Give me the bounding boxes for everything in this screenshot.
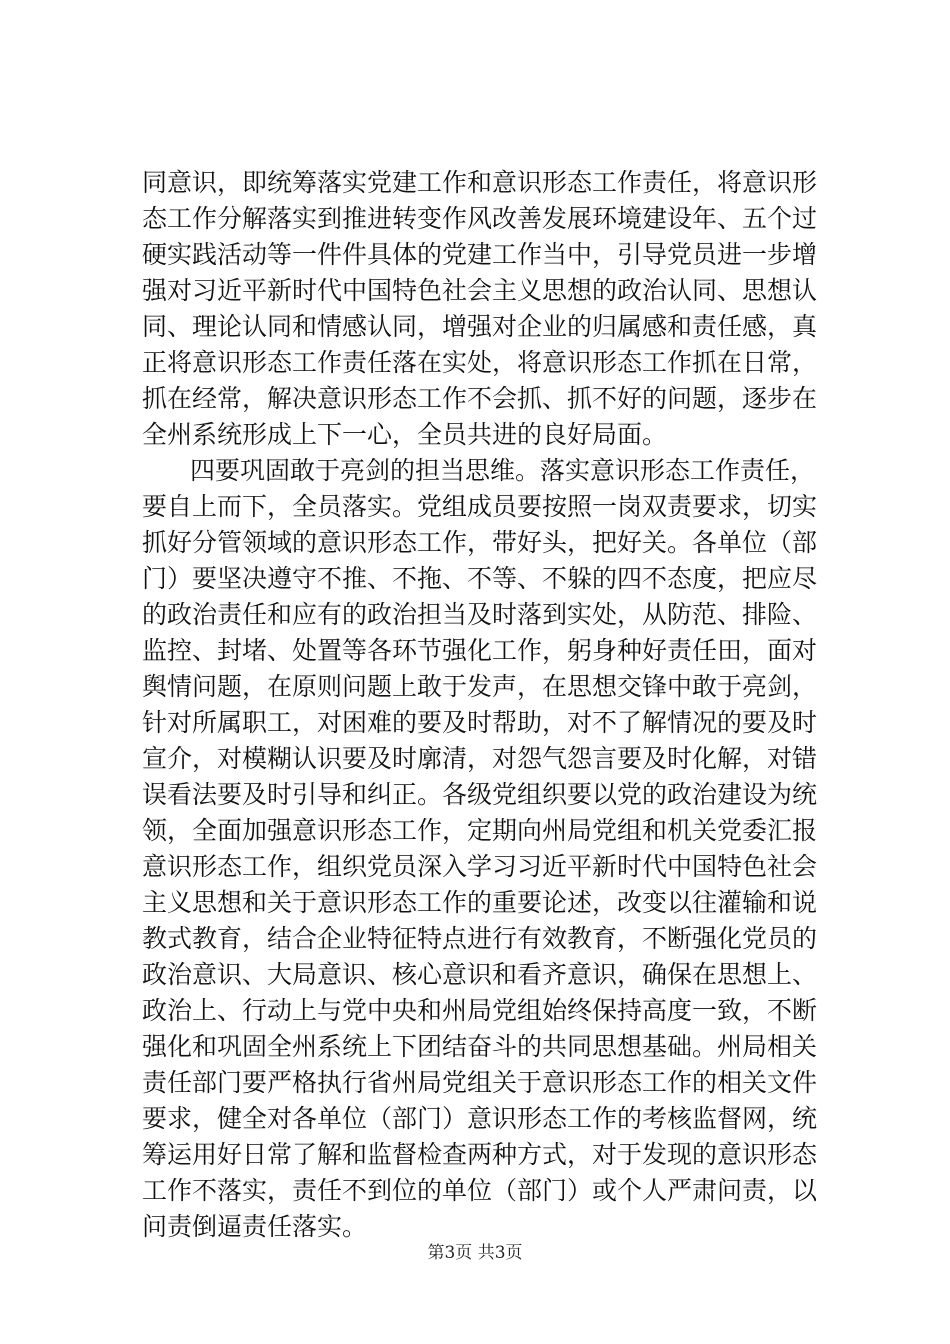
text-line: 宣介，对模糊认识要及时廓清，对怨气怨言要及时化解，对错 xyxy=(142,744,818,773)
text-line: 教式教育，结合企业特征特点进行有效教育，不断强化党员的 xyxy=(142,924,818,953)
text-line: 政治上、行动上与党中央和州局党组始终保持高度一致，不断 xyxy=(142,996,818,1025)
text-line: 筹运用好日常了解和监督检查两种方式，对于发现的意识形态 xyxy=(142,1140,818,1169)
text-line: 抓好分管领域的意识形态工作，带好头，把好关。各单位（部 xyxy=(142,528,818,557)
text-line: 四要巩固敢于亮剑的担当思维。落实意识形态工作责任， xyxy=(190,456,816,485)
text-line: 正将意识形态工作责任落在实处，将意识形态工作抓在日常， xyxy=(142,348,818,377)
text-line: 要自上而下，全员落实。党组成员要按照一岗双责要求，切实 xyxy=(142,492,818,521)
page-footer: 第3页 共3页 xyxy=(427,1243,523,1263)
text-line: 强对习近平新时代中国特色社会主义思想的政治认同、思想认 xyxy=(142,276,818,305)
text-line: 监控、封堵、处置等各环节强化工作，躬身种好责任田，面对 xyxy=(142,636,818,665)
text-line: 的政治责任和应有的政治担当及时落到实处，从防范、排险、 xyxy=(142,600,818,629)
text-line: 同、理论认同和情感认同，增强对企业的归属感和责任感，真 xyxy=(142,312,818,341)
text-line: 抓在经常，解决意识形态工作不会抓、抓不好的问题，逐步在 xyxy=(142,384,818,413)
text-line: 舆情问题，在原则问题上敢于发声，在思想交锋中敢于亮剑， xyxy=(142,672,818,701)
paragraph-1 xyxy=(142,165,818,453)
text-line: 门）要坚决遵守不推、不拖、不等、不躲的四不态度，把应尽 xyxy=(142,564,818,593)
text-line: 工作不落实，责任不到位的单位（部门）或个人严肃问责，以 xyxy=(142,1176,818,1205)
document-body xyxy=(142,165,818,1245)
text-line: 误看法要及时引导和纠正。各级党组织要以党的政治建设为统 xyxy=(142,780,818,809)
text-line: 要求，健全对各单位（部门）意识形态工作的考核监督网，统 xyxy=(142,1104,818,1133)
text-line: 全州系统形成上下一心，全员共进的良好局面。 xyxy=(142,420,668,449)
text-line: 强化和巩固全州系统上下团结奋斗的共同思想基础。州局相关 xyxy=(142,1032,818,1061)
text-line: 主义思想和关于意识形态工作的重要论述，改变以往灌输和说 xyxy=(142,888,818,917)
text-line: 态工作分解落实到推进转变作风改善发展环境建设年、五个过 xyxy=(142,204,818,233)
text-line: 政治意识、大局意识、核心意识和看齐意识，确保在思想上、 xyxy=(142,960,818,989)
text-line: 问责倒逼责任落实。 xyxy=(142,1212,368,1241)
paragraph-2 xyxy=(142,453,818,1245)
text-line: 针对所属职工，对困难的要及时帮助，对不了解情况的要及时 xyxy=(142,708,818,737)
text-line: 责任部门要严格执行省州局党组关于意识形态工作的相关文件 xyxy=(142,1068,818,1097)
text-line: 意识形态工作，组织党员深入学习习近平新时代中国特色社会 xyxy=(142,852,818,881)
text-line: 硬实践活动等一件件具体的党建工作当中，引导党员进一步增 xyxy=(142,240,818,269)
text-line: 领，全面加强意识形态工作，定期向州局党组和机关党委汇报 xyxy=(142,816,818,845)
text-line: 同意识，即统筹落实党建工作和意识形态工作责任，将意识形 xyxy=(142,168,818,197)
